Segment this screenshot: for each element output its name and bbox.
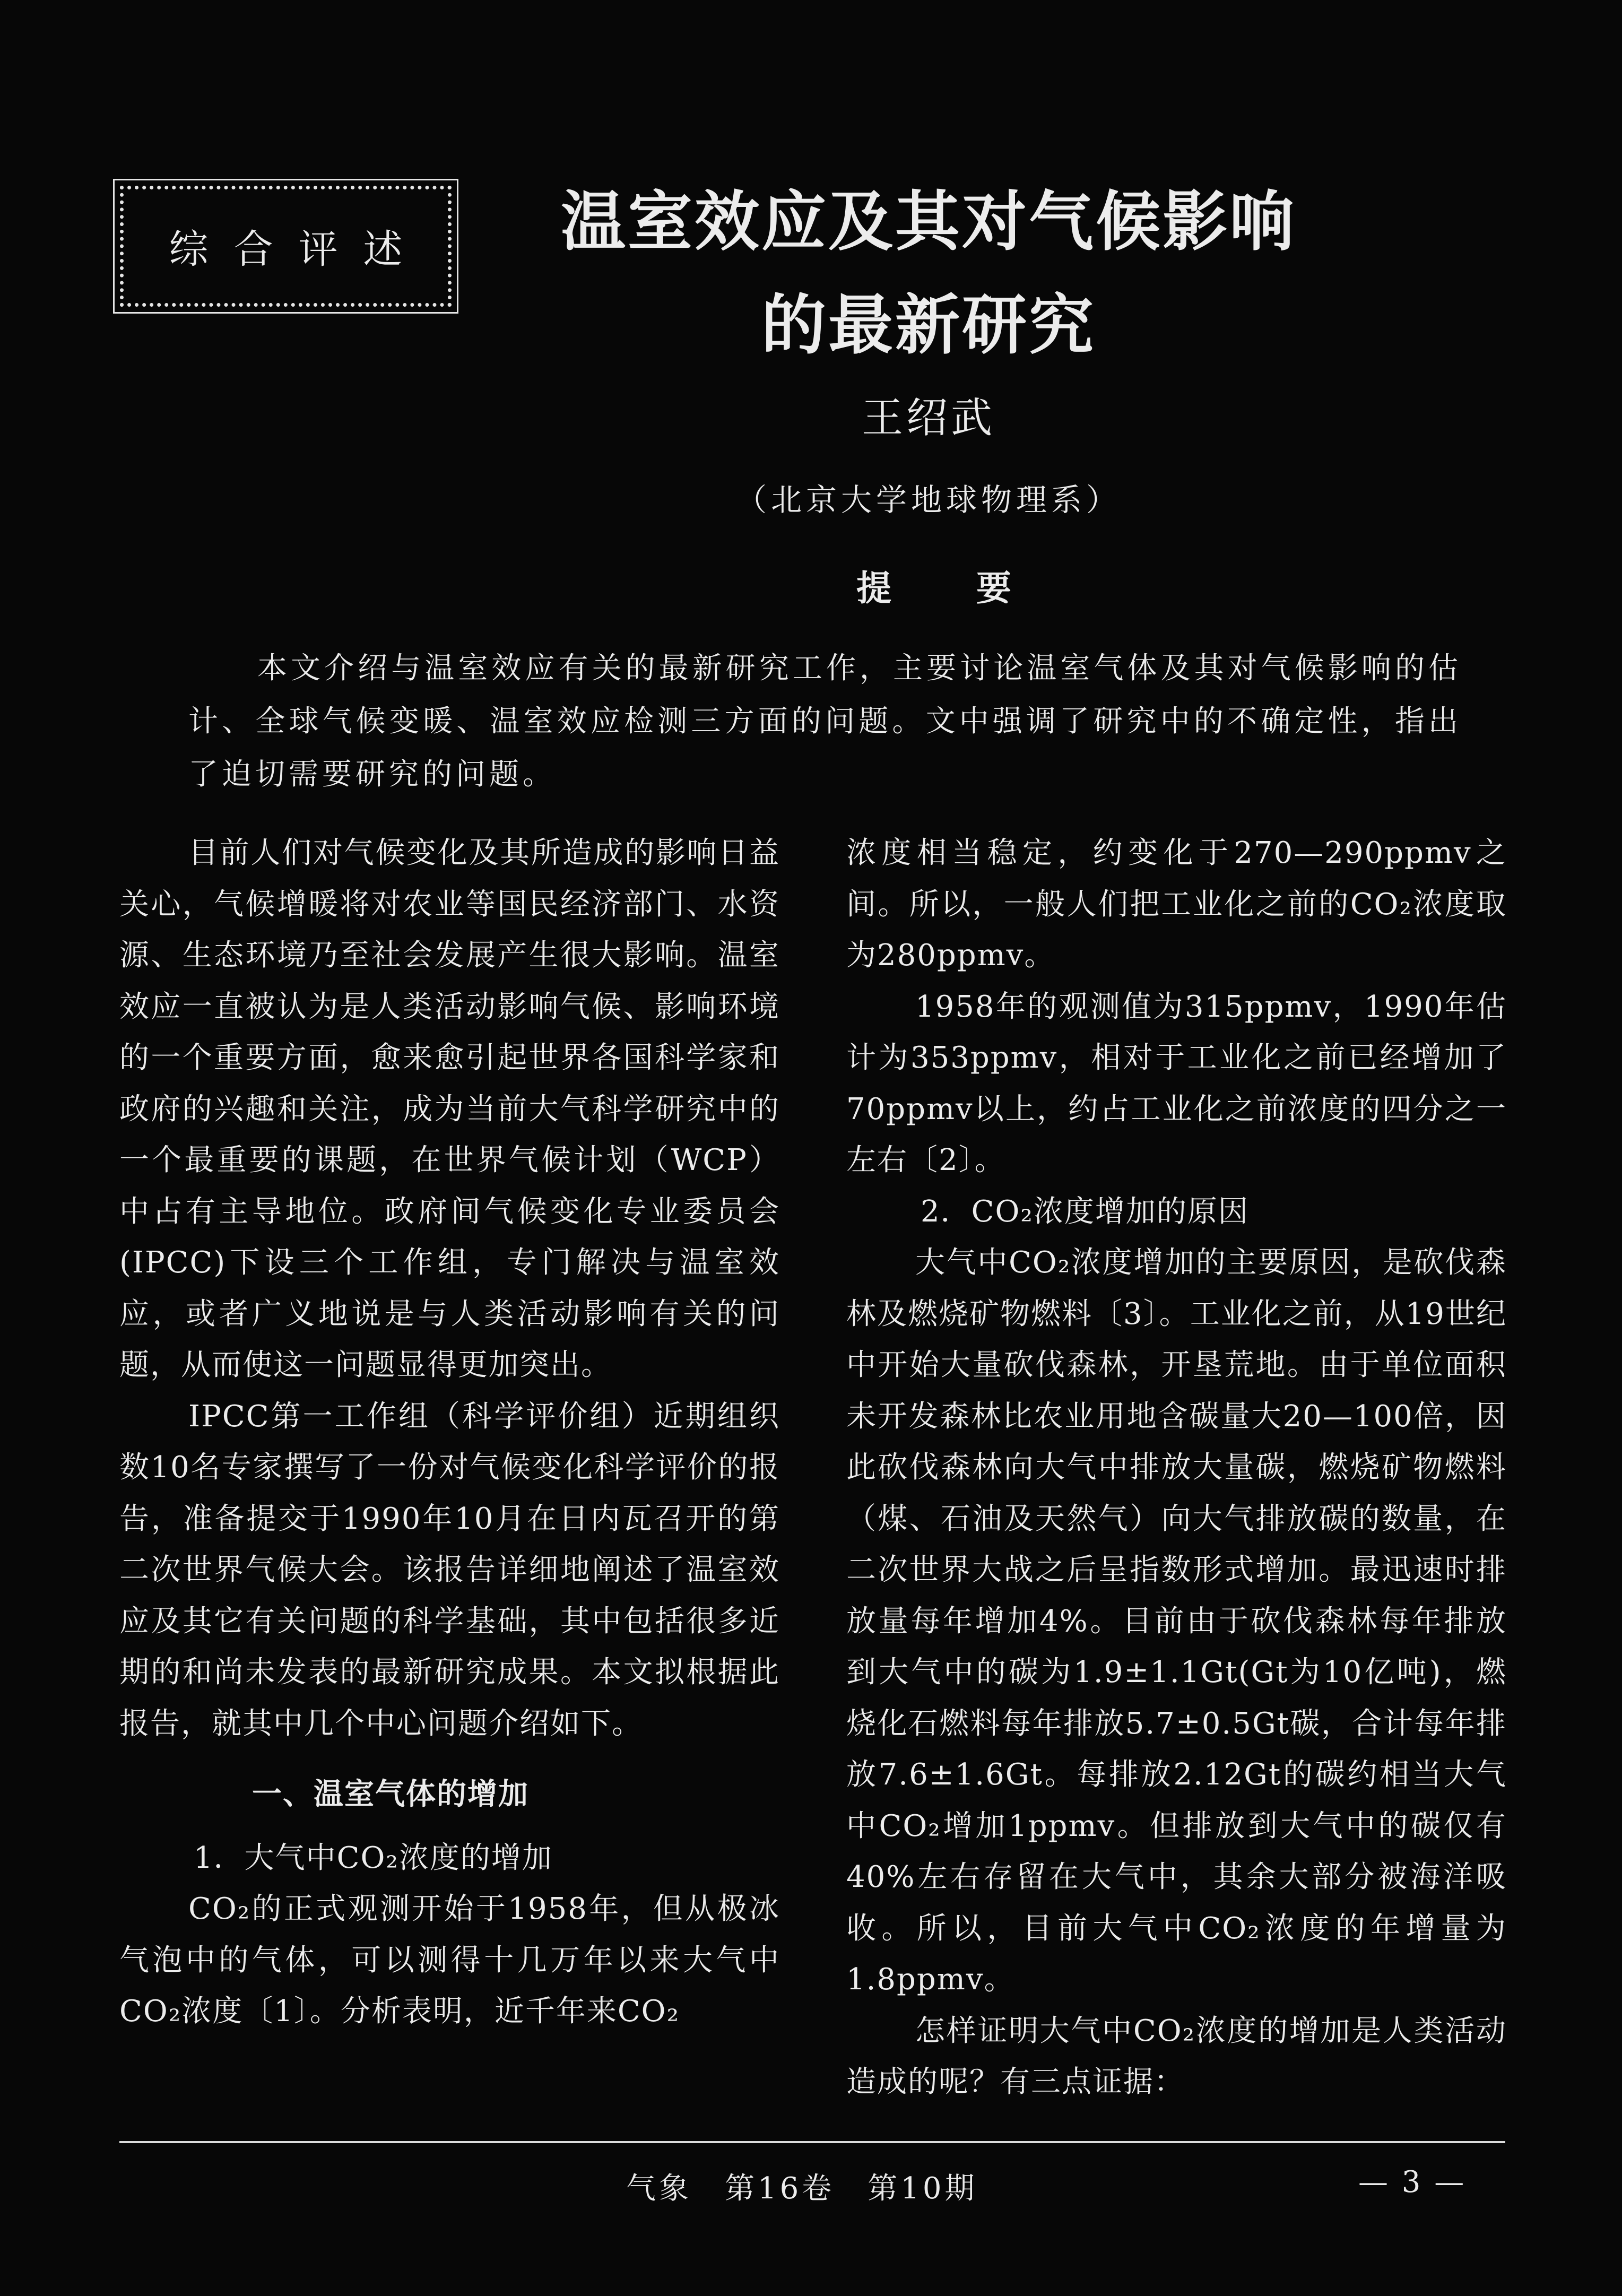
- right-column: [846, 828, 1507, 2108]
- footer-journal-info: 气象 第16卷 第10期: [626, 2171, 978, 2206]
- subsection-heading: 2．CO₂浓度增加的原因: [921, 1194, 1249, 1229]
- author-affiliation: （北京大学地球物理系）: [735, 482, 1121, 518]
- paragraph: 1958年的观测值为315ppmv，1990年估计为353ppmv，相对于工业化之前已经增加了70ppmv以上，约占工业化之前浓度的四分之一左右〔2〕。: [846, 989, 1507, 1177]
- abstract: [188, 642, 1462, 801]
- section-heading: 一、温室气体的增加: [252, 1777, 529, 1812]
- footer-rule: [119, 2141, 1505, 2143]
- author-name: 王绍武: [861, 394, 995, 442]
- subsection-heading: 1．大气中CO₂浓度的增加: [194, 1840, 553, 1875]
- paragraph: CO₂的正式观测开始于1958年，但从极冰气泡中的气体，可以测得十几万年以来大气中CO₂浓度〔1〕。分析表明，近千年来CO₂: [119, 1892, 780, 2029]
- paragraph: 目前人们对气候变化及其所造成的影响日益关心，气候增暖将对农业等国民经济部门、水资源、生态环境乃至社会发展产生很大影响。温室效应一直被认为是人类活动影响气候、影响环境的一个重要方面，愈来愈引起世界各国科学家和政府的兴趣和关注，成为当前大气科学研究中的一个最重要的课题，在世界气候计划（WCP）中占有主导地位。政府间气候变化专业委员会(IPCC)下设三个工作组，专门解决与温室效应，或者广义地说是与人类活动影响有关的问题，从而使这一问题显得更加突出。: [119, 836, 780, 1382]
- article-title-line2: 的最新研究: [761, 287, 1096, 363]
- article-title-line1: 温室效应及其对气候影响: [561, 183, 1296, 259]
- paragraph: 浓度相当稳定，约变化于270—290ppmv之间。所以，一般人们把工业化之前的CO₂浓度取为280ppmv。: [846, 836, 1507, 973]
- abstract-text: 本文介绍与温室效应有关的最新研究工作，主要讨论温室气体及其对气候影响的估计、全球气候变暖、温室效应检测三方面的问题。文中强调了研究中的不确定性，指出了迫切需要研究的问题。: [188, 651, 1462, 792]
- abstract-heading: 提要: [856, 567, 1096, 609]
- section-label: 综合评述: [169, 227, 428, 272]
- left-column: [119, 828, 780, 2038]
- page-number: — 3 —: [1358, 2165, 1467, 2199]
- paragraph: 怎样证明大气中CO₂浓度的增加是人类活动造成的呢？有三点证据：: [846, 2013, 1507, 2099]
- section-label-box: [120, 186, 452, 307]
- paragraph: IPCC第一工作组（科学评价组）近期组织数10名专家撰写了一份对气候变化科学评价的报告，准备提交于1990年10月在日内瓦召开的第二次世界气候大会。该报告详细地阐述了温室效应及其它有关问题的科学基础，其中包括很多近期的和尚未发表的最新研究成果。本文拟根据此报告，就其中几个中心问题介绍如下。: [119, 1399, 780, 1741]
- paragraph: 大气中CO₂浓度增加的主要原因，是砍伐森林及燃烧矿物燃料〔3〕。工业化之前，从19世纪中开始大量砍伐森林，开垦荒地。由于单位面积未开发森林比农业用地含碳量大20—100倍，因此砍伐森林向大气中排放大量碳，燃烧矿物燃料（煤、石油及天然气）向大气排放碳的数量，在二次世界大战之后呈指数形式增加。最迅速时排放量每年增加4%。目前由于砍伐森林每年排放到大气中的碳为1.9±1.1Gt(Gt为10亿吨)，燃烧化石燃料每年排放5.7±0.5Gt碳，合计每年排放7.6±1.6Gt。每排放2.12Gt的碳约相当大气中CO₂增加1ppmv。但排放到大气中的碳仅有40%左右存留在大气中，其余大部分被海洋吸收。所以，目前大气中CO₂浓度的年增量为1.8ppmv。: [846, 1245, 1507, 1997]
